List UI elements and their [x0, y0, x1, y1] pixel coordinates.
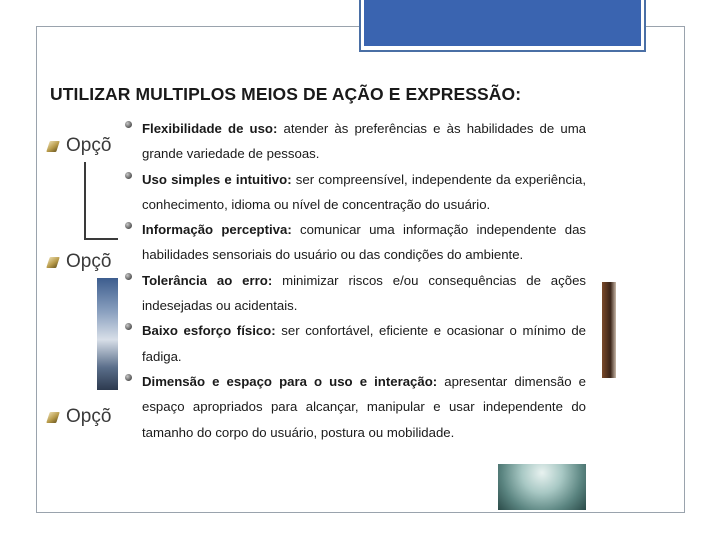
slide-title: UTILIZAR MULTIPLOS MEIOS DE AÇÃO E EXPRESSÃO:	[50, 84, 522, 104]
bullet-icon	[125, 222, 132, 229]
principle-term: Baixo esforço físico:	[142, 323, 276, 339]
bullet-icon	[125, 273, 132, 280]
connector-line	[84, 162, 86, 240]
principle-description: ser compreensível, independente da experiência, conhecimento, idioma ou nível de concentração do usuário.	[142, 171, 586, 212]
principle-term: Tolerância ao erro:	[142, 272, 273, 288]
background-photo	[97, 278, 119, 390]
bullet-icon	[125, 121, 132, 128]
principle-description: minimizar riscos e/ou consequências de ações indesejadas ou acidentais.	[142, 272, 587, 314]
option-label: Opçõ	[66, 135, 112, 156]
principle-item	[122, 268, 586, 319]
option-label: Opçõ	[66, 251, 112, 272]
principles-list	[122, 116, 586, 445]
option-item-1	[48, 135, 111, 157]
principle-description: apresentar dimensão e espaço apropriados para alcançar, manipular e usar independente do tamanho do corpo do usuário, postura ou mobilidade.	[142, 373, 586, 440]
principle-item	[122, 217, 586, 268]
principle-term: Flexibilidade de uso:	[142, 121, 278, 136]
background-photo	[602, 282, 616, 378]
bullet-icon	[125, 172, 132, 179]
principle-item	[122, 116, 586, 167]
principle-item	[122, 167, 586, 218]
principle-description: atender às preferências e às habilidades de uma grande variedade de pessoas.	[142, 121, 587, 162]
option-item-3	[48, 406, 111, 428]
principle-item	[122, 318, 586, 369]
principle-description: comunicar uma informação independente das habilidades sensoriais do usuário ou das condições do ambiente.	[142, 222, 586, 263]
principle-item	[122, 369, 586, 445]
decorative-header-block	[364, 0, 641, 46]
bullet-icon	[46, 412, 60, 423]
principle-description: ser confortável, eficiente e ocasionar o mínimo de fadiga.	[142, 323, 586, 364]
principle-term: Informação perceptiva:	[142, 222, 292, 238]
principle-term: Dimensão e espaço para o uso e interação:	[142, 373, 438, 389]
bullet-icon	[125, 323, 132, 330]
bullet-icon	[125, 374, 132, 381]
principle-term: Uso simples e intuitivo:	[142, 171, 292, 187]
option-item-2	[48, 251, 111, 273]
bullet-icon	[46, 141, 60, 152]
bullet-icon	[46, 257, 60, 268]
option-label: Opçõ	[66, 406, 112, 427]
